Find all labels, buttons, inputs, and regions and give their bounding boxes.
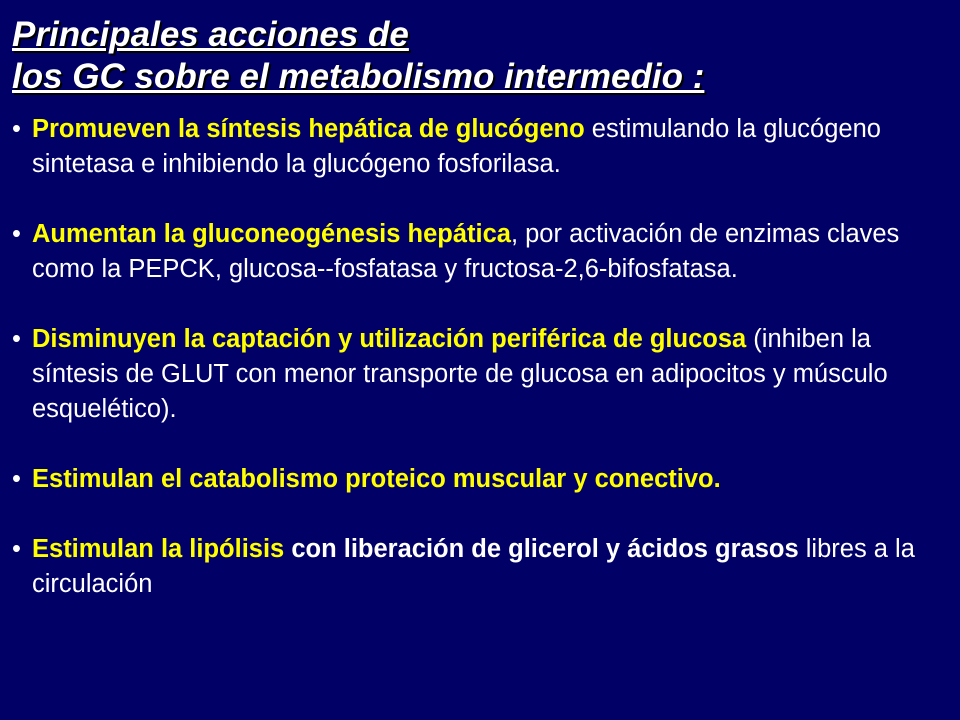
bullet-highlight: Disminuyen la captación y utilización periférica de glucosa <box>32 325 747 353</box>
bullet-highlight: Promueven la síntesis hepática de glucógeno <box>32 115 585 143</box>
bullet-bold-text: con liberación de glicerol y ácidos grasos <box>284 535 799 563</box>
bullet-dot: • <box>12 535 21 563</box>
bullet-text: estimulando la glucógeno sintetasa e inhibiendo la glucógeno fosforilasa. <box>32 115 881 178</box>
title-line-2: los GC sobre el metabolismo intermedio : <box>12 57 705 96</box>
bullet-list <box>12 112 952 637</box>
bullet-highlight: Aumentan la gluconeogénesis hepática <box>32 220 511 248</box>
bullet-item <box>12 112 952 182</box>
bullet-item <box>12 217 952 287</box>
bullet-dot: • <box>12 465 21 493</box>
bullet-item <box>12 462 952 497</box>
bullet-text: (inhiben la síntesis de GLUT con menor transporte de glucosa en adipocitos y músculo esquelético). <box>32 325 888 423</box>
bullet-text: libres a la circulación <box>32 535 915 598</box>
bullet-highlight: Estimulan el catabolismo proteico muscular y conectivo. <box>32 465 721 493</box>
title-line-1: Principales acciones de <box>12 15 409 54</box>
bullet-text: , por activación de enzimas claves como la PEPCK, glucosa--fosfatasa y fructosa-2,6-bifosfatasa. <box>32 220 900 283</box>
bullet-item <box>12 322 952 427</box>
bullet-highlight: Estimulan la lipólisis <box>32 535 285 563</box>
bullet-dot: • <box>12 115 21 143</box>
bullet-dot: • <box>12 220 21 248</box>
slide-title <box>12 14 704 98</box>
bullet-dot: • <box>12 325 21 353</box>
bullet-item <box>12 532 952 602</box>
